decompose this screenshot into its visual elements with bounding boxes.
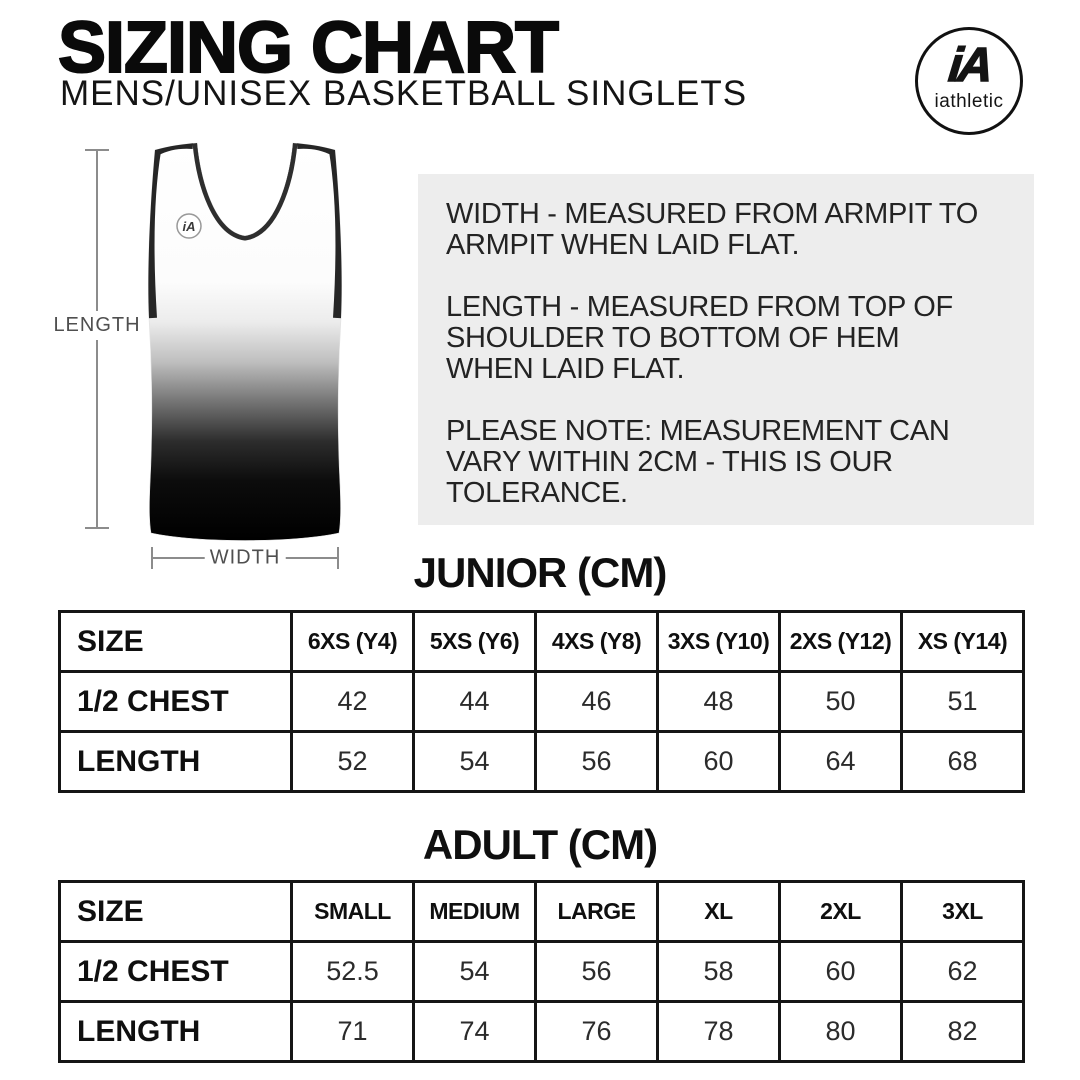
junior-half-chest-row <box>60 672 1024 732</box>
adult-header-row <box>60 882 1024 942</box>
junior-length-value: 60 <box>658 732 780 792</box>
adult-col-3xl: 3XL <box>902 882 1024 942</box>
adult-length-value: 76 <box>536 1002 658 1062</box>
note-paragraph-width <box>446 199 1006 261</box>
junior-length-value: 54 <box>414 732 536 792</box>
note-line: LENGTH - MEASURED FROM TOP OF <box>446 291 953 323</box>
adult-table-title: ADULT (CM) <box>422 821 658 868</box>
junior-half-chest-value: 44 <box>414 672 536 732</box>
adult-size-header: SIZE <box>60 882 292 942</box>
adult-half-chest-label: 1/2 CHEST <box>60 942 292 1002</box>
singlet-body <box>148 143 341 541</box>
adult-length-label: LENGTH <box>60 1002 292 1062</box>
adult-col-xl: XL <box>658 882 780 942</box>
adult-length-row <box>60 1002 1024 1062</box>
junior-size-header: SIZE <box>60 612 292 672</box>
adult-size-table <box>58 880 1025 1063</box>
adult-length-value: 74 <box>414 1002 536 1062</box>
length-cap-top <box>85 149 109 151</box>
junior-col-3xs: 3XS (Y10) <box>658 612 780 672</box>
junior-length-value: 64 <box>780 732 902 792</box>
adult-col-medium: MEDIUM <box>414 882 536 942</box>
junior-length-value: 56 <box>536 732 658 792</box>
adult-length-value: 80 <box>780 1002 902 1062</box>
adult-half-chest-value: 56 <box>536 942 658 1002</box>
singlet-illustration <box>143 142 347 542</box>
page-title: SIZING CHART <box>58 8 558 88</box>
junior-header-row <box>60 612 1024 672</box>
note-paragraph-tolerance <box>446 416 1006 509</box>
adult-col-large: LARGE <box>536 882 658 942</box>
junior-half-chest-value: 48 <box>658 672 780 732</box>
brand-name: iathletic <box>934 91 1004 112</box>
note-paragraph-length <box>446 292 1006 385</box>
junior-col-5xs: 5XS (Y6) <box>414 612 536 672</box>
adult-col-2xl: 2XL <box>780 882 902 942</box>
junior-table-title: JUNIOR (CM) <box>413 549 667 596</box>
notes-panel <box>418 174 1034 525</box>
junior-half-chest-value: 42 <box>292 672 414 732</box>
adult-half-chest-value: 54 <box>414 942 536 1002</box>
junior-col-2xs: 2XS (Y12) <box>780 612 902 672</box>
junior-length-value: 52 <box>292 732 414 792</box>
iathletic-logo-icon <box>915 27 1023 135</box>
junior-length-label: LENGTH <box>60 732 292 792</box>
note-line: ARMPIT WHEN LAID FLAT. <box>446 229 800 261</box>
length-label: LENGTH <box>48 311 145 340</box>
adult-length-value: 78 <box>658 1002 780 1062</box>
junior-half-chest-value: 51 <box>902 672 1024 732</box>
adult-half-chest-row <box>60 942 1024 1002</box>
adult-half-chest-value: 52.5 <box>292 942 414 1002</box>
page-subtitle: MENS/UNISEX BASKETBALL SINGLETS <box>60 74 748 113</box>
note-line: WHEN LAID FLAT. <box>446 353 685 385</box>
junior-col-xs: XS (Y14) <box>902 612 1024 672</box>
note-line: VARY WITHIN 2CM - THIS IS OUR <box>446 446 893 478</box>
junior-half-chest-label: 1/2 CHEST <box>60 672 292 732</box>
adult-length-value: 71 <box>292 1002 414 1062</box>
junior-half-chest-value: 50 <box>780 672 902 732</box>
adult-half-chest-value: 60 <box>780 942 902 1002</box>
adult-col-small: SMALL <box>292 882 414 942</box>
junior-col-4xs: 4XS (Y8) <box>536 612 658 672</box>
width-label: WIDTH <box>205 544 286 573</box>
adult-half-chest-value: 62 <box>902 942 1024 1002</box>
jersey-logo-monogram: iA <box>182 219 196 234</box>
length-cap-bottom <box>85 527 109 529</box>
brand-monogram: iA <box>946 39 992 92</box>
note-line: SHOULDER TO BOTTOM OF HEM <box>446 322 900 354</box>
junior-length-value: 68 <box>902 732 1024 792</box>
note-line: PLEASE NOTE: MEASUREMENT CAN <box>446 415 950 447</box>
note-line: WIDTH - MEASURED FROM ARMPIT TO <box>446 198 979 230</box>
junior-length-row <box>60 732 1024 792</box>
adult-half-chest-value: 58 <box>658 942 780 1002</box>
junior-size-table <box>58 610 1025 793</box>
note-line: TOLERANCE. <box>446 477 628 509</box>
junior-col-6xs: 6XS (Y4) <box>292 612 414 672</box>
adult-length-value: 82 <box>902 1002 1024 1062</box>
junior-half-chest-value: 46 <box>536 672 658 732</box>
